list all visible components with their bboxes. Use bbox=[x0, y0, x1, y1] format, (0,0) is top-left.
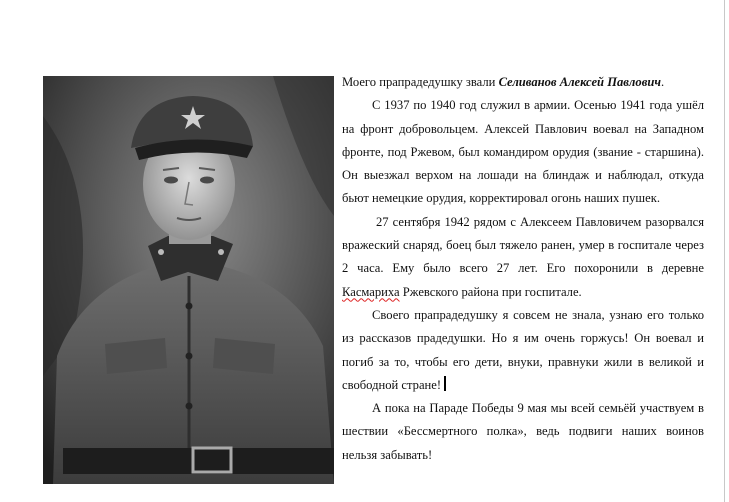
soldier-portrait-photo bbox=[43, 76, 334, 484]
ancestor-name: Селиванов Алексей Павлович bbox=[498, 75, 661, 89]
memory-paragraph: Своего прапрадедушку я совсем не знала, узнаю его только из рассказов прадедушки. Но я им очень горжусь! Он воевал и погиб за то, чтобы его дети, внуки, правнуки жили в великой и свободной стране! bbox=[342, 307, 704, 392]
death-paragraph: 27 сентября 1942 рядом с Алексеем Павловичем разорвался вражеский снаряд, боец был тяжело ранен, умер в госпитале через 2 часа. Ему было всего 27 лет. Его похоронили в деревне Касмариха Ржевского района при госпитале. bbox=[342, 214, 704, 299]
biography-text[interactable] bbox=[342, 71, 704, 467]
portrait-image bbox=[43, 76, 334, 484]
parade-paragraph: А пока на Параде Победы 9 мая мы всей семьёй участвуем в шествии «Бессмертного полка», ведь подвиги наших воинов нельзя забывать! bbox=[342, 401, 704, 462]
page-edge bbox=[724, 0, 725, 502]
misspelled-word: Касмариха bbox=[342, 284, 400, 299]
text-cursor bbox=[444, 376, 446, 391]
intro-paragraph: Моего прапрадедушку звали Селиванов Алексей Павлович. bbox=[342, 75, 665, 89]
service-paragraph: С 1937 по 1940 год служил в армии. Осенью 1941 года ушёл на фронт добровольцем. Алексей Павлович воевал на Западном фронте, под Ржевом, был командиром орудия (звание - старшина). Он выезжал верхом на лошади на блиндаж и наблюдал, откуда бьют немецкие орудия, корректировал огонь наших пушек. bbox=[342, 98, 704, 206]
